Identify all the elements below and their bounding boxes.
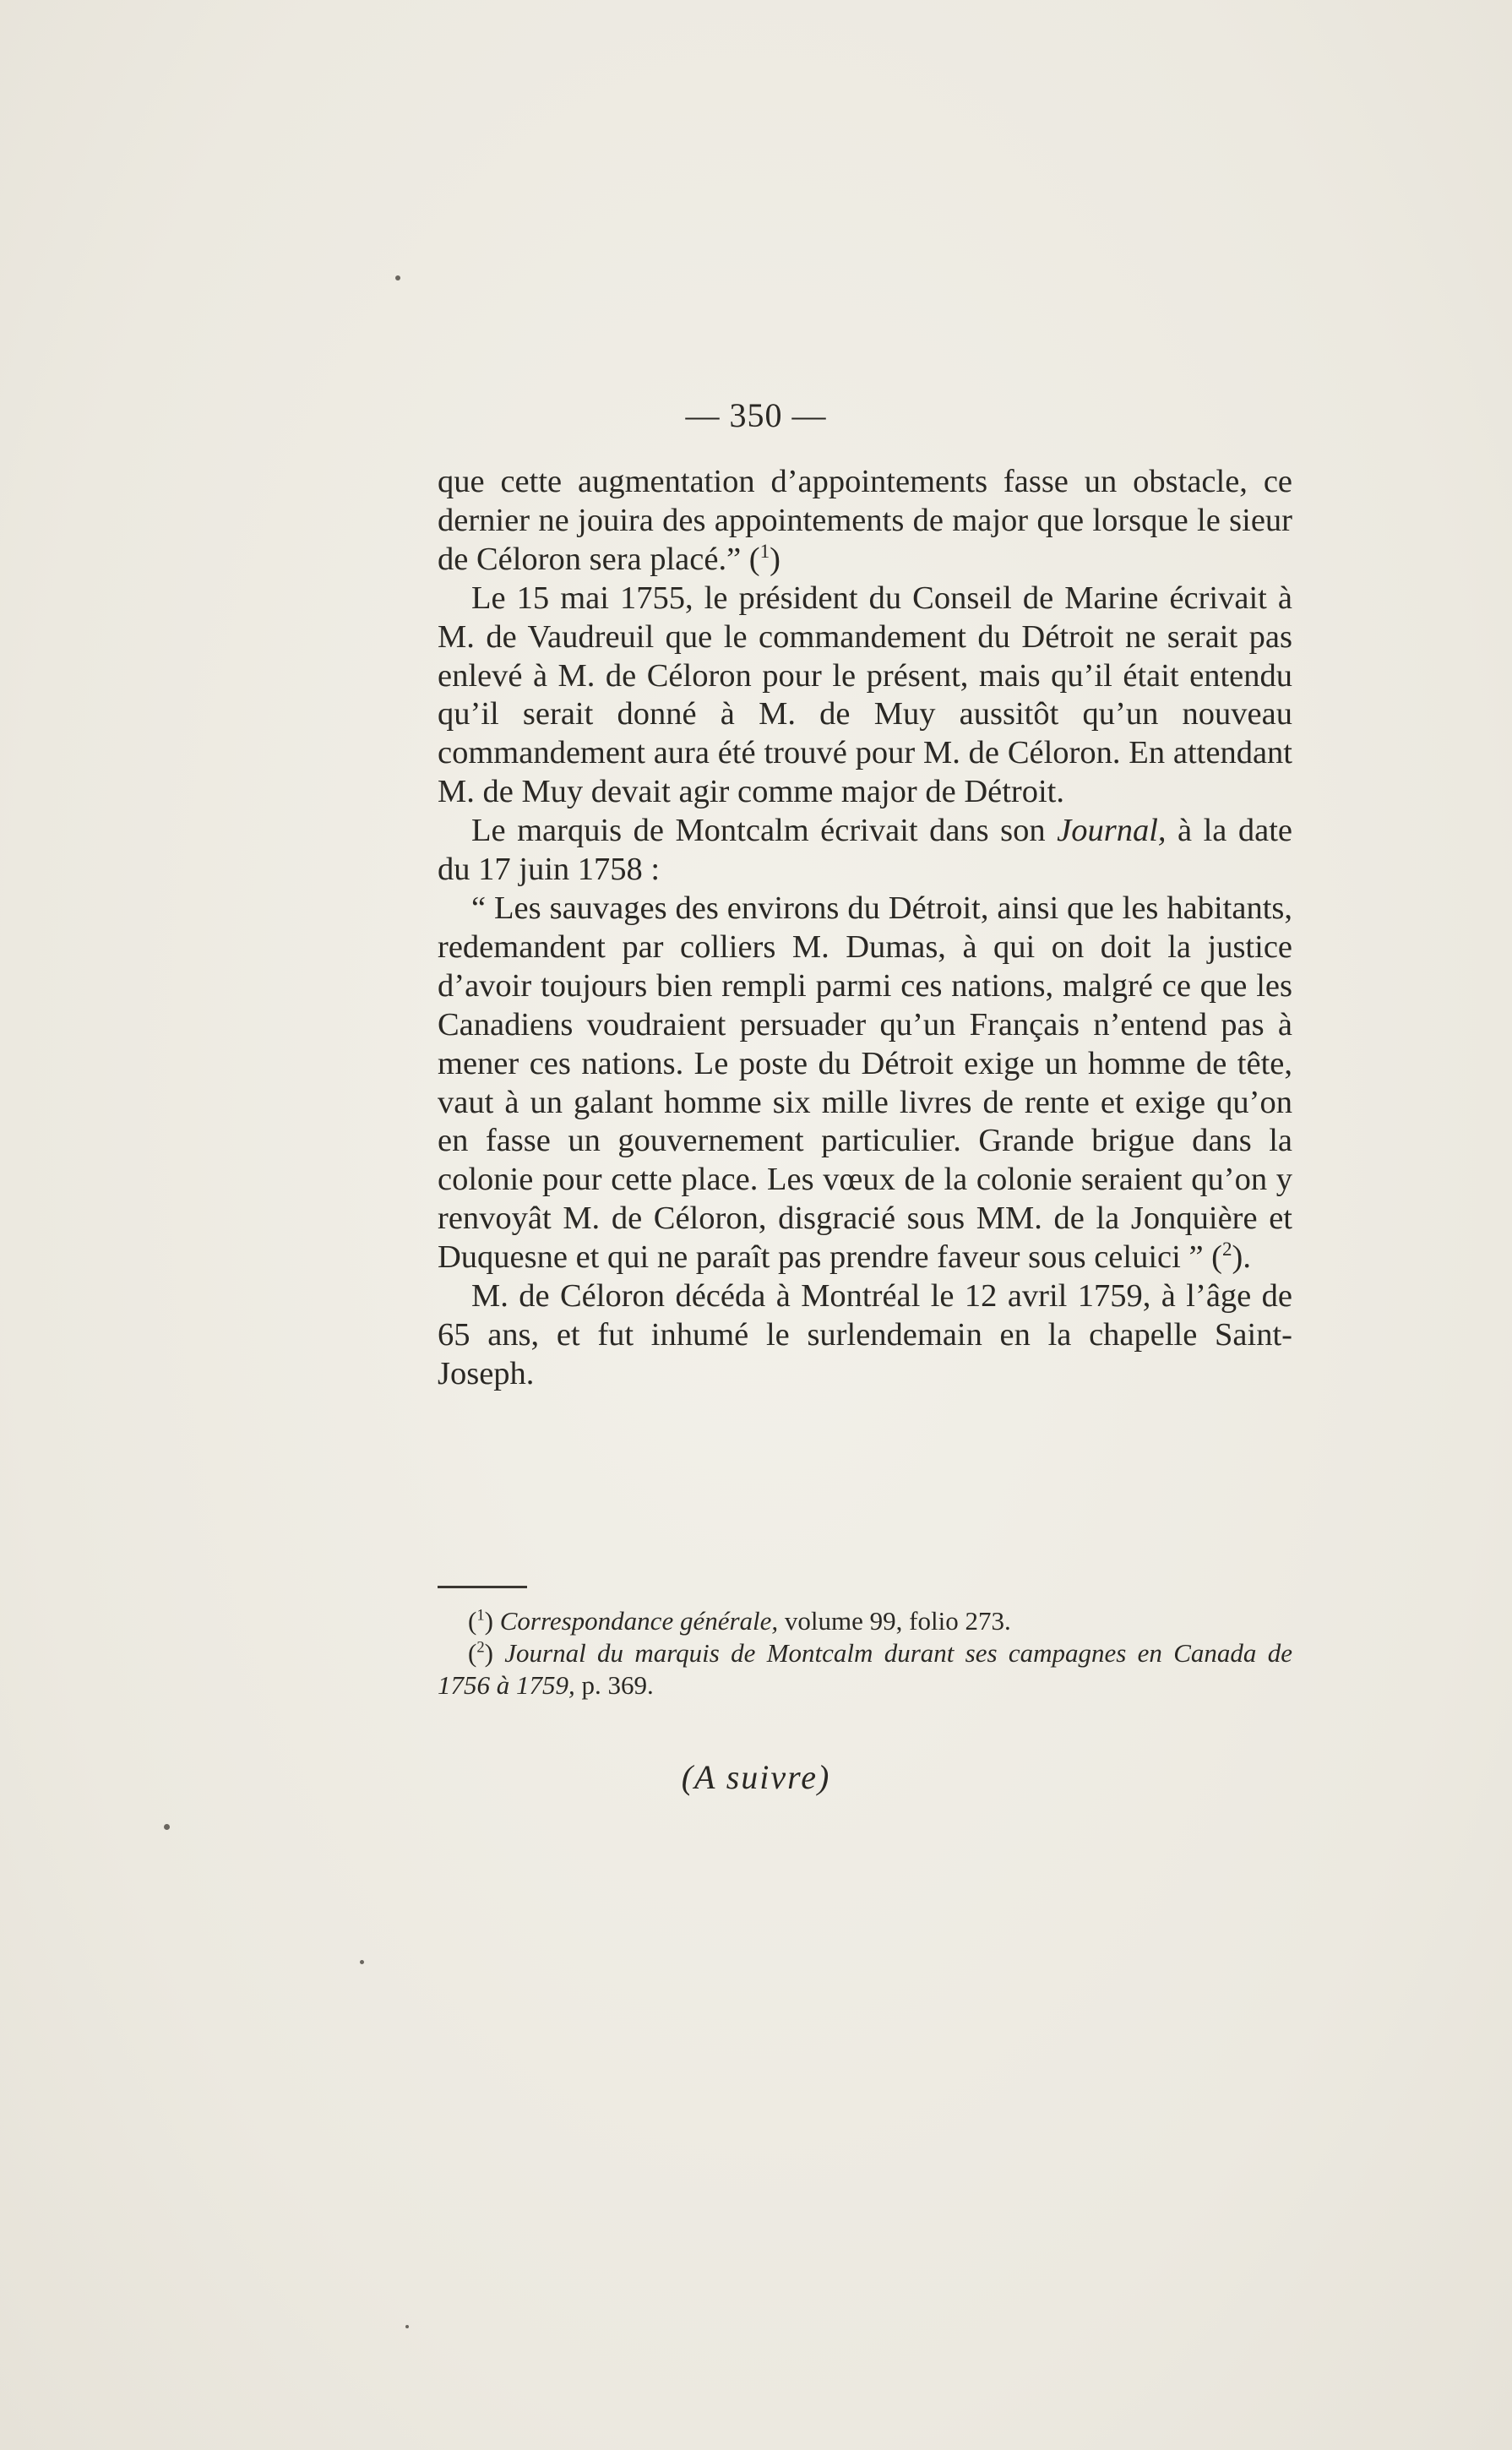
paragraph-5: M. de Céloron décéda à Montréal le 12 avril 1759, à l’âge de 65 ans, et fut inhumé le surlendemain en la chapelle Saint-Joseph. <box>438 1278 1292 1391</box>
footnote-2: ($^2$) Journal du marquis de Montcalm durant ses campagnes en Canada de 1756 à 1759, p. 369. <box>438 1638 1292 1700</box>
paper-speck <box>405 2325 409 2328</box>
footnote-2-rest: p. 369. <box>574 1670 654 1700</box>
footnote-ref-2: 2 <box>1221 1238 1232 1260</box>
quotation-paragraph <box>438 890 1292 1277</box>
footnote-1-rest: volume 99, folio 273. <box>778 1606 1011 1636</box>
paper-speck <box>360 1960 364 1964</box>
quotation-text: “ Les sauvages des environs du Détroit, ainsi que les habitants, redemandent par colliers M. Dumas, à qui on doit la justice d’avoir toujours bien rempli parmi ces nations, malgré ce que les Canadiens voudraient persuader qu’un Français n’entend pas à mener ces nations. Le poste du Détroit exige un homme de tête, vaut à un galant homme six mille livres de rente et exige qu’on en fasse un gouvernement particulier. Grande brigue dans la colonie pour cette place. Les vœux de la colonie seraient qu’on y renvoyât M. de Céloron, disgracié sous MM. de la Jonquière et Duquesne et qui ne paraît pas prendre faveur sous celuici ” ( <box>438 890 1292 1276</box>
paragraph-1-close: ) <box>770 541 780 577</box>
paper-speck <box>395 275 400 280</box>
footnote-2-marker: 2 <box>476 1638 485 1657</box>
footnote-2-title: Journal du marquis de Montcalm durant ses campagnes en Canada de 1756 à 1759, <box>438 1638 1292 1700</box>
paragraph-2: Le 15 mai 1755, le président du Conseil de Marine écrivait à M. de Vaudreuil que le commandement du Détroit ne serait pas enlevé à M. de Céloron pour le présent, mais qu’il était entendu qu’il serait donné à M. de Muy aussitôt qu’un nouveau commandement aura été trouvé pour M. de Céloron. En attendant M. de Muy devait agir comme major de Détroit. <box>438 580 1292 810</box>
footnote-divider <box>438 1586 527 1588</box>
footnotes <box>438 1605 1292 1701</box>
footnote-1-marker: 1 <box>476 1606 485 1625</box>
page-number: — 350 — <box>685 396 827 434</box>
footnote-1: ($^1$) Correspondance générale, volume 99, folio 273. <box>468 1606 1011 1636</box>
footnote-ref-1: 1 <box>759 539 770 562</box>
paragraph-1 <box>438 463 1292 580</box>
body-text <box>438 463 1292 1394</box>
paragraph-1-text: que cette augmentation d’appointements fasse un obstacle, ce dernier ne jouira des appointements de major que lorsque le sieur de Céloron sera placé.” ( <box>438 464 1292 577</box>
paper-speck <box>164 1824 170 1830</box>
continuation-note: (A suivre) <box>681 1758 831 1796</box>
journal-title: Journal, <box>1057 813 1167 849</box>
quotation-close: ). <box>1232 1239 1251 1276</box>
paragraph-3 <box>438 812 1292 890</box>
paragraph-3-end: à la date du 17 juin 1758 : <box>438 813 1292 888</box>
footnote-1-title: Correspondance générale, <box>499 1606 779 1636</box>
paragraph-3-start: Le marquis de Montcalm écrivait dans son <box>471 813 1058 849</box>
